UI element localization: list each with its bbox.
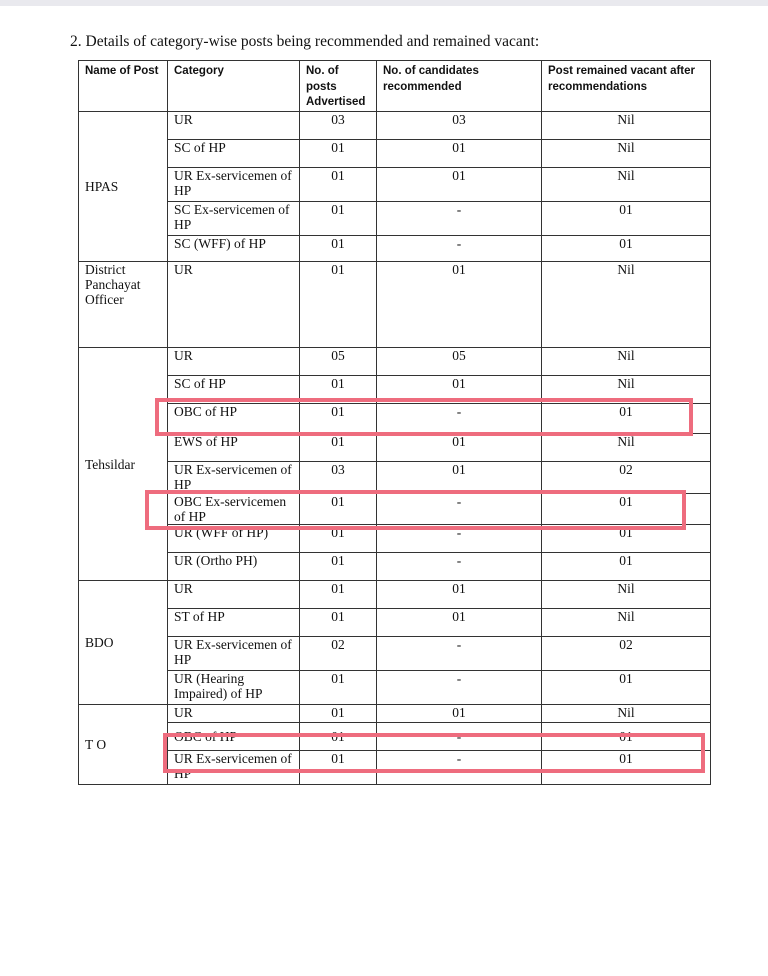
recommended-cell: - [377, 553, 542, 581]
vacant-cell: Nil [542, 348, 711, 376]
recommended-cell: - [377, 671, 542, 705]
recommended-cell: 01 [377, 262, 542, 348]
viewer-top-bar [0, 0, 768, 6]
recommended-cell: 01 [377, 581, 542, 609]
post-name-bdo: BDO [79, 581, 168, 705]
category-cell: UR [168, 112, 300, 140]
category-cell: EWS of HP [168, 434, 300, 462]
advertised-cell: 05 [300, 348, 377, 376]
advertised-cell: 01 [300, 705, 377, 723]
table-row [79, 404, 711, 434]
recommended-cell: 01 [377, 434, 542, 462]
vacant-cell: 01 [542, 553, 711, 581]
category-cell: UR [168, 262, 300, 348]
table-row [79, 376, 711, 404]
table-row [79, 723, 711, 751]
table-row [79, 262, 711, 348]
recommended-cell: - [377, 525, 542, 553]
category-cell: SC Ex-servicemen of HP [168, 202, 300, 236]
category-cell: OBC of HP [168, 404, 300, 434]
table-row [79, 112, 711, 140]
table-row [79, 525, 711, 553]
advertised-cell: 01 [300, 404, 377, 434]
category-cell: OBC of HP [168, 723, 300, 751]
recommended-cell: 01 [377, 168, 542, 202]
category-cell: ST of HP [168, 609, 300, 637]
recommended-cell: 01 [377, 376, 542, 404]
category-cell: UR (Ortho PH) [168, 553, 300, 581]
recommended-cell: - [377, 494, 542, 525]
vacant-cell: Nil [542, 262, 711, 348]
vacant-cell: Nil [542, 140, 711, 168]
vacant-cell: 01 [542, 671, 711, 705]
vacant-cell: Nil [542, 434, 711, 462]
recommended-cell: 05 [377, 348, 542, 376]
category-cell [168, 462, 300, 494]
vacant-cell: 01 [542, 494, 711, 525]
advertised-cell: 01 [300, 525, 377, 553]
recommended-cell: 01 [377, 462, 542, 494]
table-row [79, 202, 711, 236]
advertised-cell: 01 [300, 671, 377, 705]
post-name-to: T O [79, 705, 168, 785]
recommended-cell: 01 [377, 609, 542, 637]
table-row [79, 705, 711, 723]
advertised-cell: 01 [300, 168, 377, 202]
post-name-hpas: HPAS [79, 112, 168, 262]
header-category: Category [168, 61, 300, 112]
header-posts-advertised: No. of posts Advertised [300, 61, 377, 112]
recommended-cell: - [377, 751, 542, 785]
vacant-cell: Nil [542, 705, 711, 723]
table-row [79, 434, 711, 462]
category-cell: UR (Hearing Impaired) of HP [168, 671, 300, 705]
advertised-cell: 01 [300, 553, 377, 581]
category-cell: UR Ex-servicemen of HP [168, 637, 300, 671]
recommended-cell: 01 [377, 140, 542, 168]
category-cell: SC of HP [168, 376, 300, 404]
advertised-cell: 03 [300, 462, 377, 494]
recommended-cell: 03 [377, 112, 542, 140]
section-heading: 2. Details of category-wise posts being recommended and remained vacant: [70, 33, 540, 50]
table-row [79, 751, 711, 785]
table-row [79, 168, 711, 202]
recommended-cell: - [377, 236, 542, 262]
vacant-cell: 01 [542, 723, 711, 751]
table-row [79, 236, 711, 262]
post-name-district-panchayat-officer: District Panchayat Officer [79, 262, 168, 348]
advertised-cell: 01 [300, 202, 377, 236]
vacant-cell: Nil [542, 168, 711, 202]
table-row [79, 553, 711, 581]
category-cell: UR [168, 581, 300, 609]
table-row [79, 494, 711, 525]
table-row [79, 671, 711, 705]
post-name-tehsildar: Tehsildar [79, 348, 168, 581]
table-row [79, 462, 711, 494]
recommended-cell: - [377, 404, 542, 434]
advertised-cell: 01 [300, 236, 377, 262]
vacant-cell: 01 [542, 202, 711, 236]
category-cell: UR [168, 348, 300, 376]
advertised-cell: 02 [300, 637, 377, 671]
header-candidates-recommended: No. of candidates recommended [377, 61, 542, 112]
category-cell: SC (WFF) of HP [168, 236, 300, 262]
vacant-cell: Nil [542, 376, 711, 404]
vacant-cell: 02 [542, 637, 711, 671]
advertised-cell: 03 [300, 112, 377, 140]
header-post-remained-vacant: Post remained vacant after recommendations [542, 61, 711, 112]
vacant-cell: 01 [542, 751, 711, 785]
category-cell: SC of HP [168, 140, 300, 168]
vacant-cell: 02 [542, 462, 711, 494]
advertised-cell: 01 [300, 723, 377, 751]
vacant-cell: 01 [542, 525, 711, 553]
advertised-cell: 01 [300, 751, 377, 785]
vacant-cell: Nil [542, 609, 711, 637]
advertised-cell: 01 [300, 494, 377, 525]
recommended-cell: - [377, 202, 542, 236]
category-cell: UR Ex-servicemen of HP [168, 168, 300, 202]
table-row [79, 637, 711, 671]
advertised-cell: 01 [300, 262, 377, 348]
category-posts-table [78, 60, 711, 785]
table-row [79, 348, 711, 376]
advertised-cell: 01 [300, 434, 377, 462]
advertised-cell: 01 [300, 140, 377, 168]
category-text-clipped: UR Ex-servicemen of HP [174, 462, 292, 489]
advertised-cell: 01 [300, 609, 377, 637]
recommended-cell: - [377, 723, 542, 751]
vacant-cell: 01 [542, 236, 711, 262]
advertised-cell: 01 [300, 581, 377, 609]
advertised-cell: 01 [300, 376, 377, 404]
vacant-cell: 01 [542, 404, 711, 434]
table-row [79, 609, 711, 637]
category-cell: UR Ex-servicemen of HP [168, 751, 300, 785]
category-cell: UR (WFF of HP) [168, 525, 300, 553]
recommended-cell: 01 [377, 705, 542, 723]
category-cell [168, 494, 300, 525]
category-text-clipped: OBC Ex-servicemen of HP [174, 494, 287, 521]
table-row [79, 140, 711, 168]
vacant-cell: Nil [542, 112, 711, 140]
header-row [79, 61, 711, 112]
recommended-cell: - [377, 637, 542, 671]
header-name-of-post: Name of Post [79, 61, 168, 112]
vacant-cell: Nil [542, 581, 711, 609]
category-cell: UR [168, 705, 300, 723]
table-row [79, 581, 711, 609]
